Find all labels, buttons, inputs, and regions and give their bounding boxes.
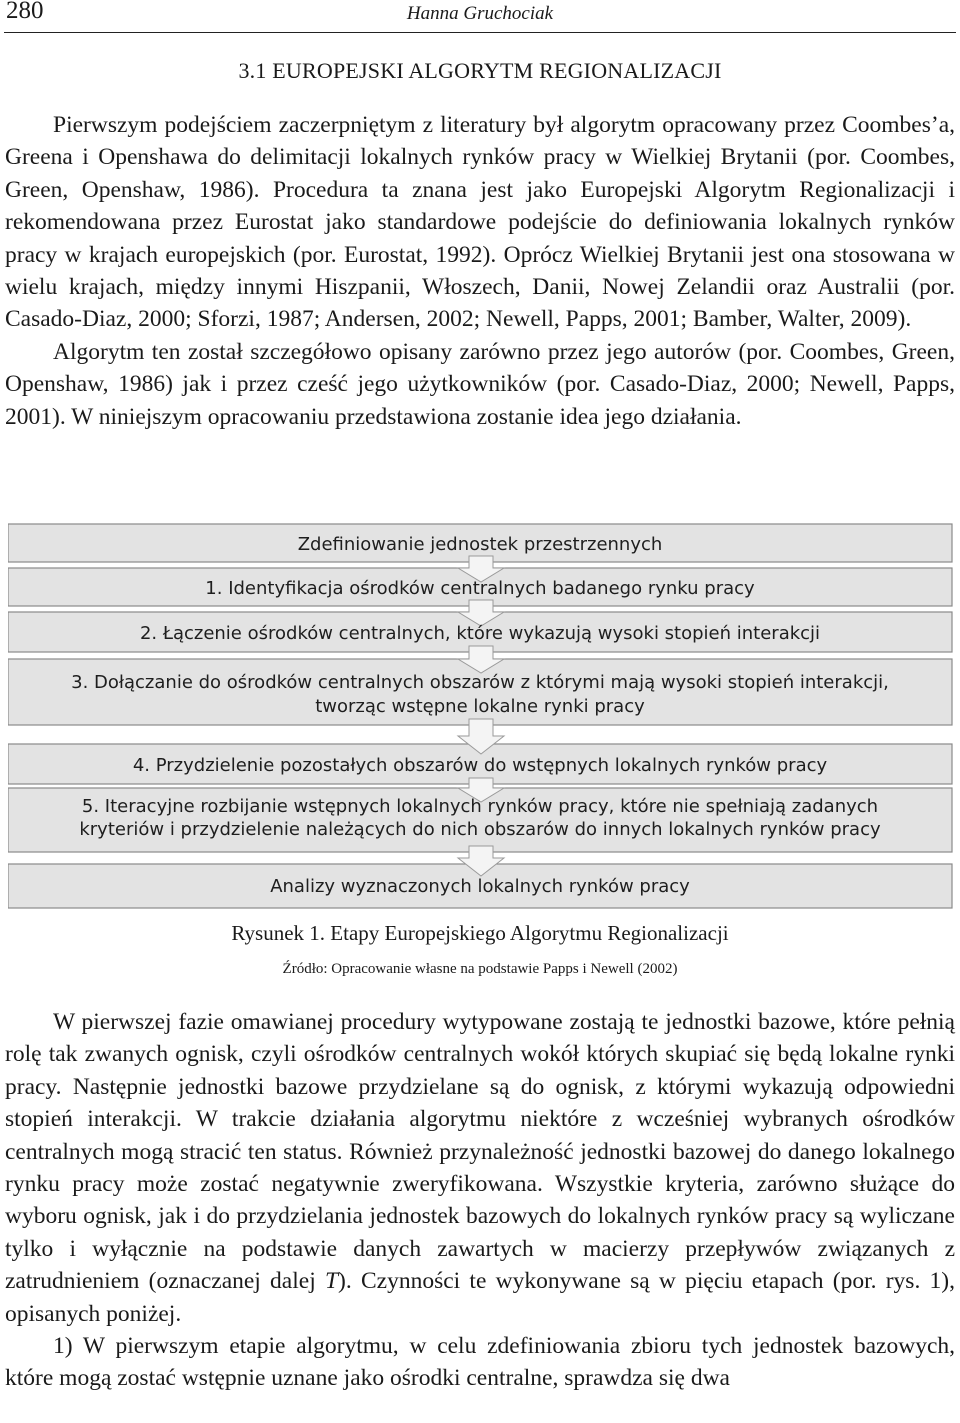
flow-step-3-label-line1: 3. Dołączanie do ośrodków centralnych obszarów z którymi mają wysoki stopień interakcji,: [71, 672, 889, 693]
flow-step-5-label-line1: 5. Iteracyjne rozbijanie wstępnych lokalnych rynków pracy, które nie spełniają zadanych: [81, 796, 879, 817]
intro-paragraph-1: Pierwszym podejściem zaczerpniętym z literatury był algorytm opracowany przez Coombes’a, Greena i Openshawa do delimitacji lokalnych rynków pracy w Wielkiej Brytanii (por. Coombes, Green, Openshaw, 1986). Procedura ta znana jest jako Europejski Algorytm Regionalizacji i rekomendowana przez Eurostat jako standardowe podejście do definiowania lokalnych rynków pracy w krajach europejskich (por. Eurostat, 1992). Oprócz Wielkiej Brytanii jest ona stosowana w wielu krajach, między innymi Hiszpanii, Włoszech, Danii, Nowej Zelandii oraz Australii (por. Casado-Diaz, 2000; Sforzi, 1987; Andersen, 2002; Newell, Papps, 2001; Bamber, Walter, 2009).: [5, 112, 955, 333]
flow-step-0-label: Zdefiniowanie jednostek przestrzennych: [297, 534, 663, 555]
figure-caption: Rysunek 1. Etapy Europejskiego Algorytmu Regionalizacji: [231, 921, 729, 945]
flowchart-figure: [8, 522, 958, 912]
page-header: [4, 0, 956, 33]
body-text: [5, 1006, 955, 1395]
body-paragraph-1-part-a: W pierwszej fazie omawianej procedury wytypowane zostają te jednostki bazowe, które pełnią rolę tak zwanych ognisk, czyli ośrodków centralnych wokół których skupiać się będą lokalne rynki pracy. Następnie jednostki bazowe przydzielane są do ognisk, z którymi wykazują odpowiedni stopień interakcji. W trakcie działania algorytmu niektóre z wcześniej wybranych ośrodków centralnych mogą stracić ten status. Również przynależność jednostki bazowej do danego lokalnego rynku pracy może zostać negatywnie zweryfikowana. Wszystkie kryteria, zarówno służące do wyboru ognisk, jak i do przydzielania jednostek bazowych do lokalnych rynków pracy są wyliczane tylko i wyłącznie na podstawie danych zawartych w macierzy przepływów związanych z zatrudnieniem (oznaczanej dalej: [5, 1009, 955, 1295]
figure-source: Źródło: Opracowanie własne na podstawie Papps i Newell (2002): [282, 961, 678, 977]
body-paragraph-1-part-b: ). Czynności te wykonywane są w pięciu etapach (por. rys. 1), opisanych poniżej.: [5, 1268, 955, 1327]
intro-paragraph-2: Algorytm ten został szczegółowo opisany zarówno przez jego autorów (por. Coombes, Green, Openshaw, 1986) jak i przez cześć jego użytkowników (por. Casado-Diaz, 2000; Newell, Papps, 2001). W niniejszym opracowaniu przedstawiona zostanie idea jego działania.: [5, 338, 955, 430]
flow-step-2-label: 2. Łączenie ośrodków centralnych, które wykazują wysoki stopień interakcji: [139, 623, 821, 644]
matrix-symbol-T: T: [324, 1268, 339, 1295]
body-paragraph-2: 1) W pierwszym etapie algorytmu, w celu zdefiniowania zbioru tych jednostek bazowych, które mogą zostać wstępnie uznane jako ośrodki centralne, sprawdza się dwa: [5, 1333, 955, 1392]
flow-step-1-label: 1. Identyfikacja ośrodków centralnych badanego rynku pracy: [205, 578, 755, 599]
body-paragraph-1: [5, 1006, 955, 1330]
running-head-author: Hanna Gruchociak: [406, 3, 554, 24]
flow-step-5-label-line2: kryteriów i przydzielenie należących do nich obszarów do innych lokalnych rynków pracy: [79, 819, 881, 840]
intro-text: [5, 109, 955, 433]
page-number: 280: [6, 0, 44, 24]
section-title: 3.1 EUROPEJSKI ALGORYTM REGIONALIZACJI: [238, 58, 722, 83]
flow-step-4-label: 4. Przydzielenie pozostałych obszarów do wstępnych lokalnych rynków pracy: [132, 755, 828, 776]
flow-step-6-label: Analizy wyznaczonych lokalnych rynków pracy: [270, 876, 690, 897]
flowchart-svg: [8, 522, 958, 912]
flow-step-3-label-line2: tworząc wstępne lokalne rynki pracy: [315, 696, 645, 717]
